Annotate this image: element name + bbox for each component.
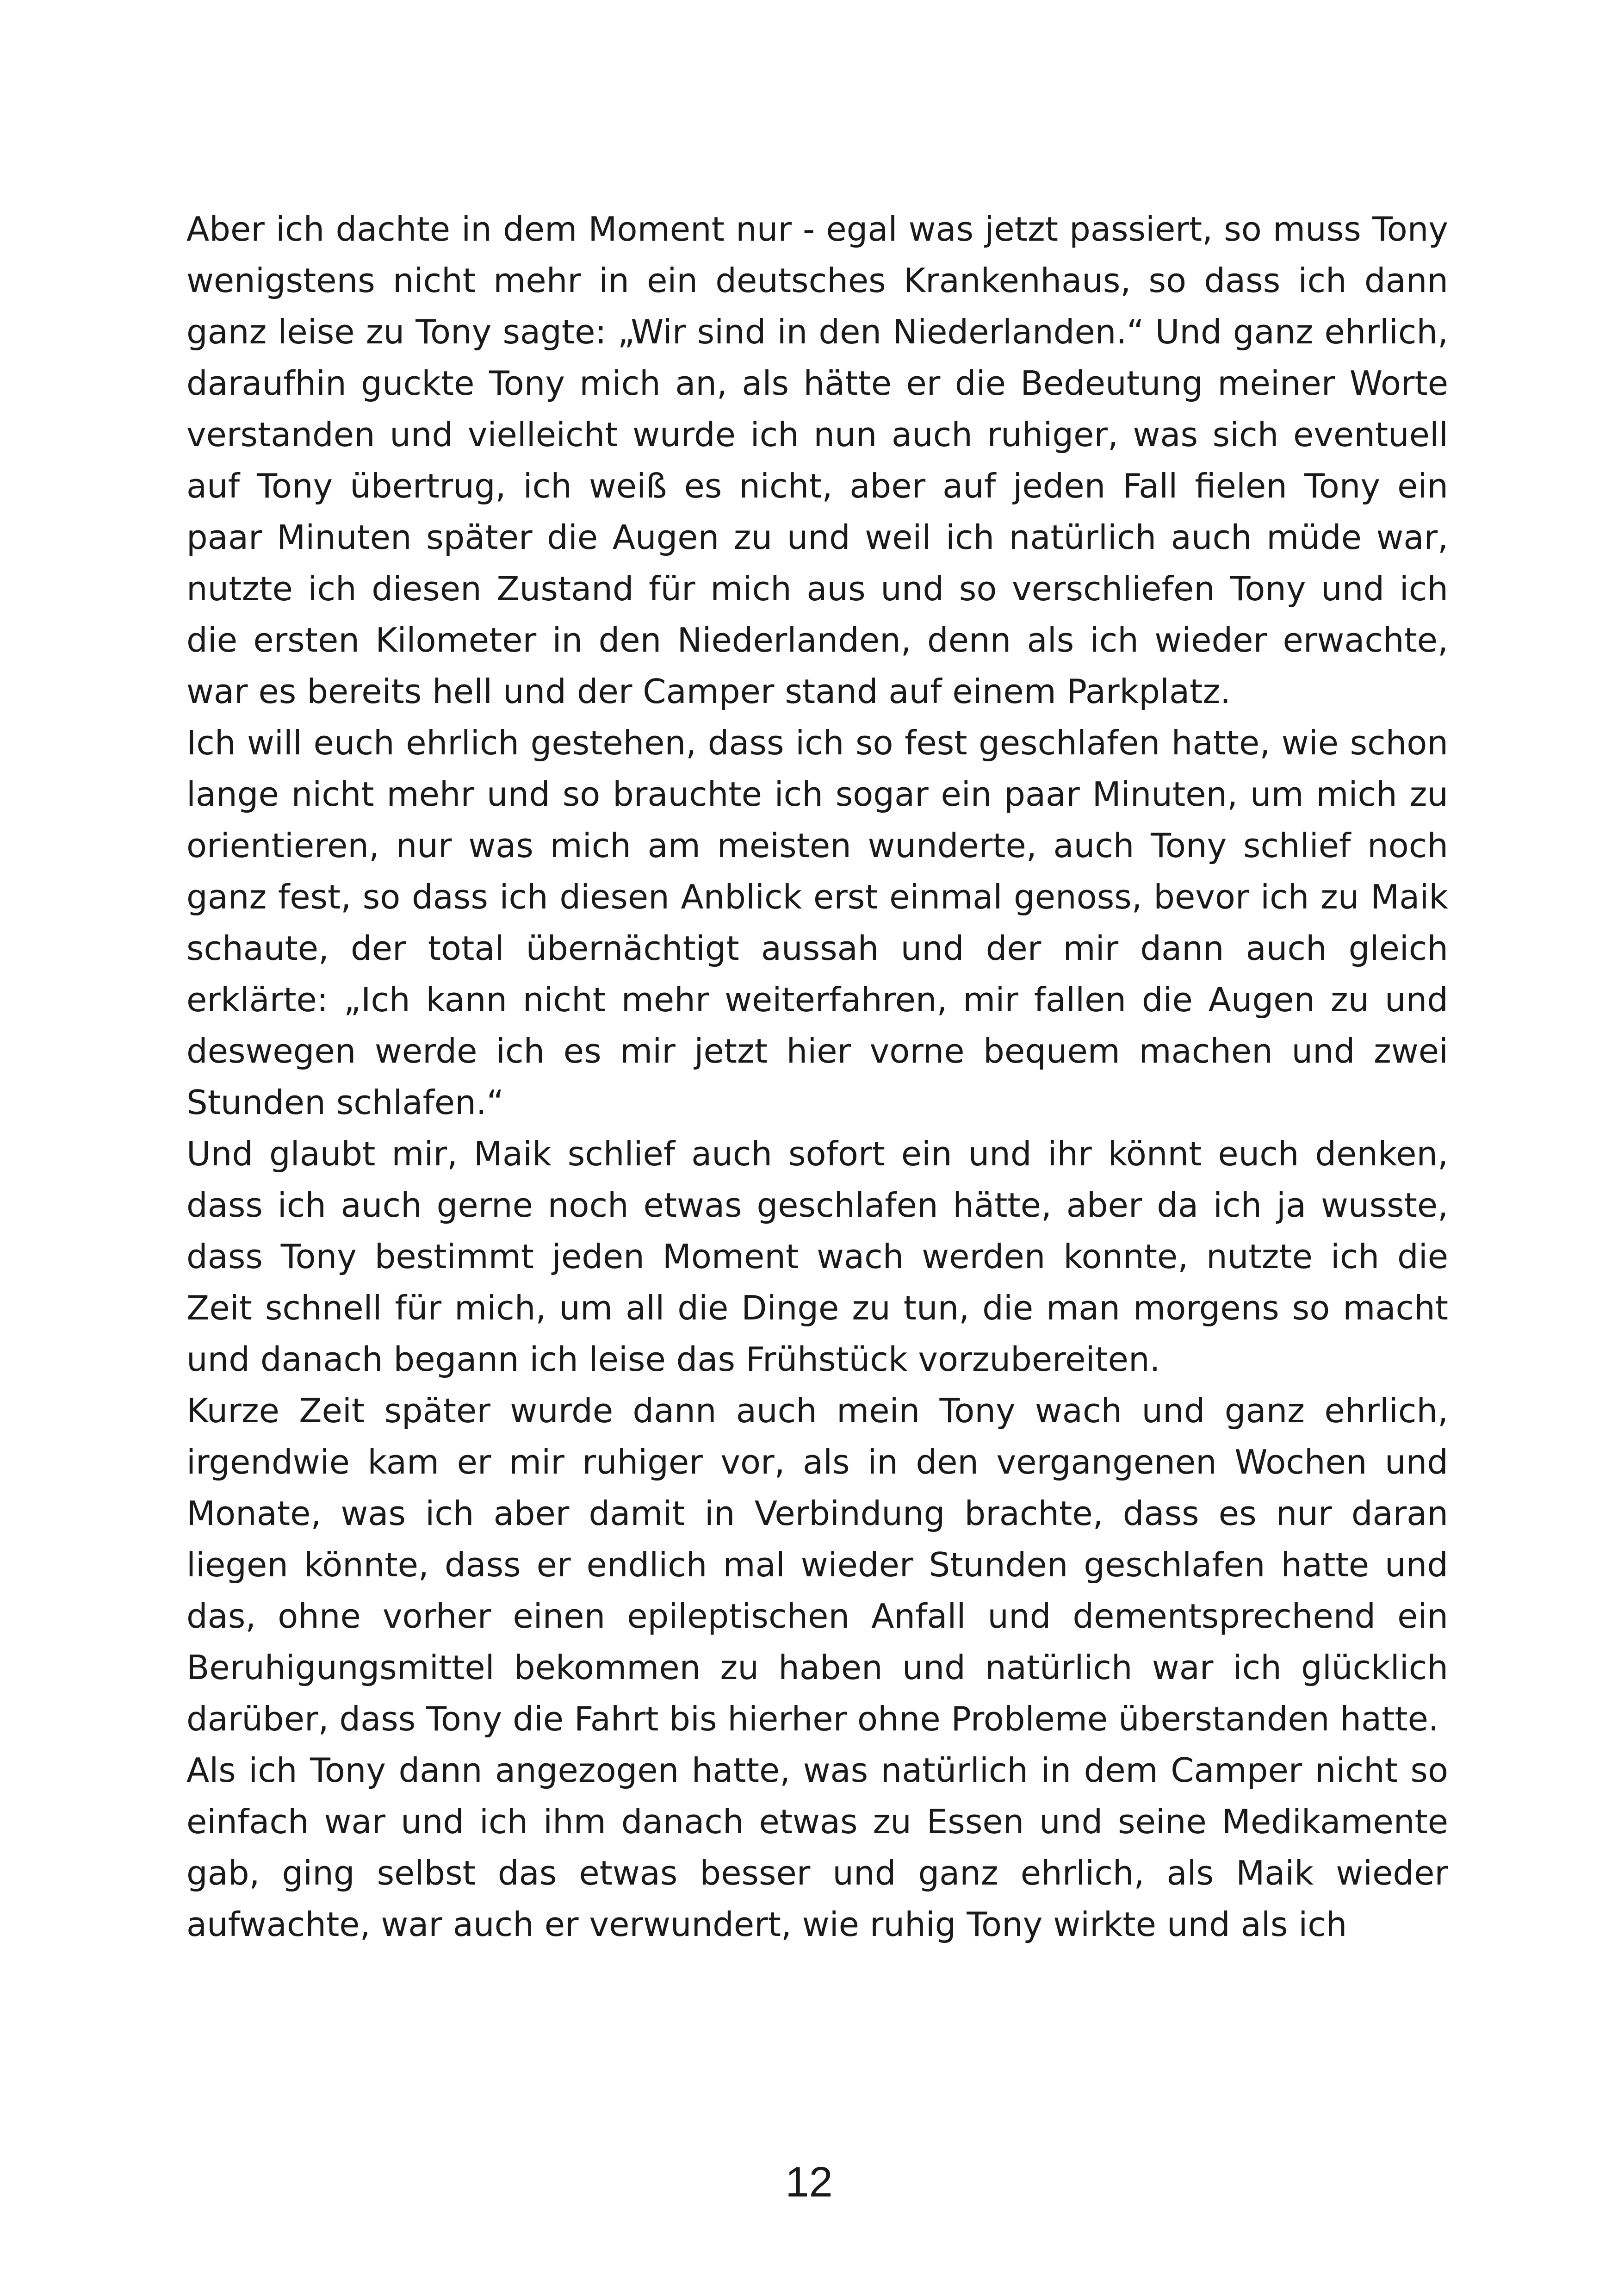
paragraph-4: Kurze Zeit später wurde dann auch mein Tony wach und ganz ehrlich, irgendwie kam er mir ruhiger vor, als in den vergangenen Wochen und Monate, was ich aber damit in Verbindung brachte, dass es nur daran liegen könnte, dass er endlich mal wieder Stunden geschlafen hatte und das, ohne vorher einen epileptischen Anfall und dementsprechend ein Beruhigungsmittel bekommen zu haben und natürlich war ich glücklich darüber, dass Tony die Fahrt bis hierher ohne Probleme überstanden hatte. xyxy=(186,1391,1448,1738)
paragraph-1: Aber ich dachte in dem Moment nur - egal was jetzt passiert, so muss Tony wenigstens nicht mehr in ein deutsches Krankenhaus, so dass ich dann ganz leise zu Tony sagte: „Wir sind in den Niederlanden.“ Und ganz ehrlich, daraufhin guckte Tony mich an, als hätte er die Bedeutung meiner Worte verstanden und vielleicht wurde ich nun auch ruhiger, was sich eventuell auf Tony übertrug, ich weiß es nicht, aber auf jeden Fall fielen Tony ein paar Minuten später die Augen zu und weil ich natürlich auch müde war, nutzte ich diesen Zustand für mich aus und so verschliefen Tony und ich die ersten Kilometer in den Niederlanden, denn als ich wieder erwachte, war es bereits hell und der Camper stand auf einem Parkplatz. xyxy=(186,210,1448,711)
paragraph-3: Und glaubt mir, Maik schlief auch sofort ein und ihr könnt euch denken, dass ich auch gerne noch etwas geschlafen hätte, aber da ich ja wusste, dass Tony bestimmt jeden Moment wach werden konnte, nutzte ich die Zeit schnell für mich, um all die Dinge zu tun, die man morgens so macht und danach begann ich leise das Frühstück vorzubereiten. xyxy=(186,1134,1448,1379)
paragraph-5: Als ich Tony dann angezogen hatte, was natürlich in dem Camper nicht so einfach war und ich ihm danach etwas zu Essen und seine Medikamente gab, ging selbst das etwas besser und ganz ehrlich, als Maik wieder aufwachte, war auch er verwundert, wie ruhig Tony wirkte und als ich xyxy=(186,1751,1448,1944)
page-number: 12 xyxy=(785,2159,833,2206)
body-text xyxy=(186,204,1448,1950)
paragraph-2: Ich will euch ehrlich gestehen, dass ich so fest geschlafen hatte, wie schon lange nicht mehr und so brauchte ich sogar ein paar Minuten, um mich zu orientieren, nur was mich am meisten wunderte, auch Tony schlief noch ganz fest, so dass ich diesen Anblick erst einmal genoss, bevor ich zu Maik schaute, der total übernächtigt aussah und der mir dann auch gleich erklärte: „Ich kann nicht mehr weiterfahren, mir fallen die Augen zu und deswegen werde ich es mir jetzt hier vorne bequem machen und zwei Stunden schlafen.“ xyxy=(186,723,1448,1122)
